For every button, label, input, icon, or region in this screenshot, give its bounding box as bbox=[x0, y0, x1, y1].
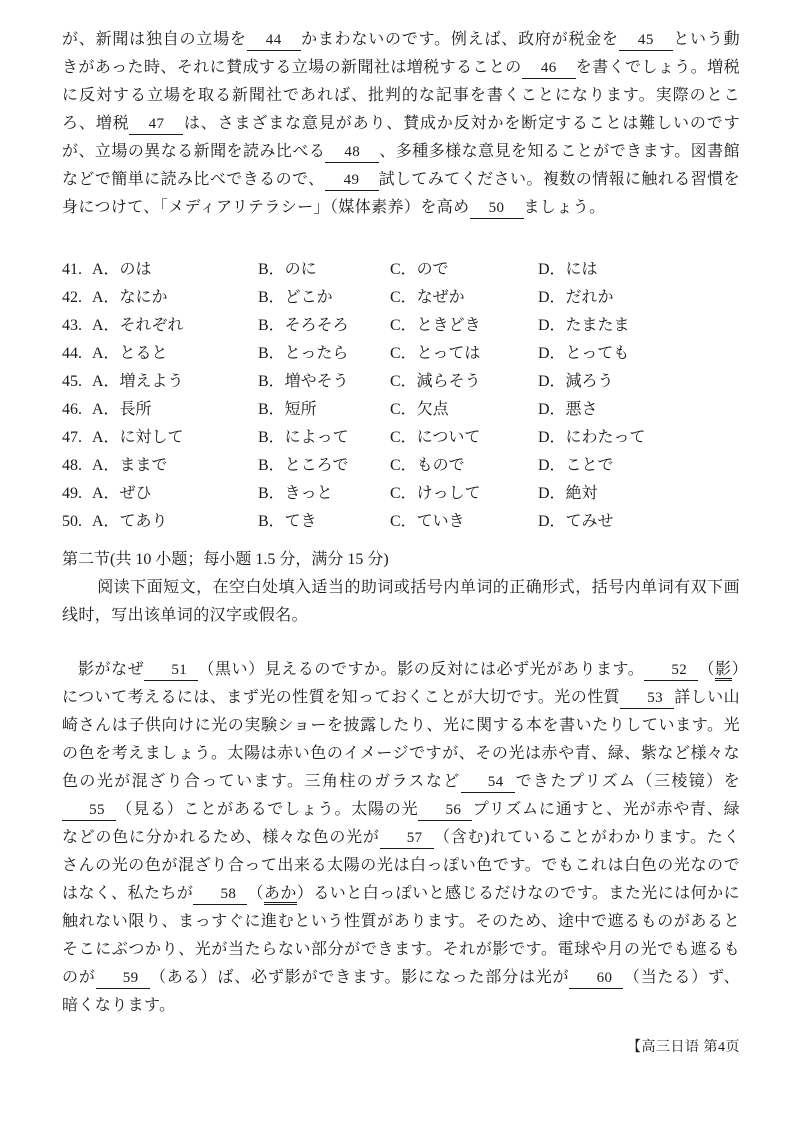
section2-heading: 第二节(共 10 小题；每小题 1.5 分，满分 15 分) bbox=[62, 551, 389, 568]
section2-instructions: 阅读下面短文，在空白处填入适当的助词或括号内单词的正确形式，括号内单词有双下画线时，写出该单词的汉字或假名。 bbox=[62, 579, 740, 624]
question-number: 47. bbox=[62, 429, 82, 446]
option-a: A．のは bbox=[92, 261, 152, 278]
question-row bbox=[62, 480, 740, 508]
option-a: A．増えよう bbox=[92, 373, 184, 390]
blank-54: 54 bbox=[461, 772, 515, 793]
question-number: 49. bbox=[62, 485, 82, 502]
option-b: B．のに bbox=[258, 261, 317, 278]
option-a: A．ぜひ bbox=[92, 485, 152, 502]
option-d: D．には bbox=[538, 261, 598, 278]
blank-48: 48 bbox=[325, 142, 379, 163]
page-footer: 【高三日语 第4页 bbox=[627, 1040, 740, 1055]
question-row bbox=[62, 424, 740, 452]
option-d: D．とっても bbox=[538, 345, 630, 362]
passage-text: かまわないのです。例えば、政府が税金を bbox=[300, 31, 619, 48]
passage-text: できたプリズム（三棱镜）を bbox=[514, 773, 740, 790]
passage-text: （ bbox=[698, 661, 716, 678]
question-number: 42. bbox=[62, 289, 82, 306]
option-c: C．ので bbox=[390, 261, 449, 278]
question-row bbox=[62, 256, 740, 284]
passage-text: （ bbox=[247, 885, 264, 902]
question-row bbox=[62, 508, 740, 536]
option-c: C．について bbox=[390, 429, 481, 446]
option-b: B．とったら bbox=[258, 345, 349, 362]
passage-text: ましょう。 bbox=[523, 199, 606, 216]
passage-text: を書くでしょう。増税に反対する立場を取る新聞社であれば、批判的な記事を書くことになります。実際のところ、増税 bbox=[62, 59, 740, 132]
blank-46: 46 bbox=[522, 58, 576, 79]
blank-55: 55 bbox=[62, 800, 116, 821]
option-a: A．ままで bbox=[92, 457, 168, 474]
option-b: B．によって bbox=[258, 429, 349, 446]
passage-text: （黒い）見えるのですか。影の反対には必ず光があります。 bbox=[198, 661, 645, 678]
option-c: C．欠点 bbox=[390, 401, 449, 418]
option-a: A．とると bbox=[92, 345, 168, 362]
question-row bbox=[62, 284, 740, 312]
option-d: D．減ろう bbox=[538, 373, 614, 390]
option-c: C．減らそう bbox=[390, 373, 481, 390]
option-c: C．ときどき bbox=[390, 317, 481, 334]
blank-56: 56 bbox=[418, 800, 472, 821]
passage-text: 詳しい山崎さんは子供向けに光の実験ショーを披露したり、光に関する本を書いたりしています。光の色を考えましょう。太陽は赤い色のイメージですが、その光は赤や青、緑、紫など様々な色の光が混ざり合っています。三角柱のガラスなど bbox=[62, 689, 740, 790]
question-number: 46. bbox=[62, 401, 82, 418]
double-underlined-word: あか bbox=[264, 885, 297, 905]
option-b: B．ところで bbox=[258, 457, 349, 474]
passage-text: （含む)れていることがわかります。たくさんの光の色が混ざり合って出来る太陽の光は白っぽい色です。でもこれは白色の光なのではなく、私たちが bbox=[62, 829, 740, 902]
question-number: 41. bbox=[62, 261, 82, 278]
passage-text: 、多種多様な意見を知ることができます。図書館などで簡単に読み比べできるので、 bbox=[62, 143, 740, 188]
passage-text: は、さまざまな意見があり、賛成か反対かを断定することは難しいのですが、立場の異なる新聞を読み比べる bbox=[62, 115, 740, 160]
blank-47: 47 bbox=[129, 114, 183, 135]
option-b: B．そろそろ bbox=[258, 317, 349, 334]
option-a: A．てあり bbox=[92, 513, 168, 530]
passage-text: が、新聞は独自の立場を bbox=[62, 31, 247, 48]
questions-41-50-list bbox=[62, 256, 740, 536]
question-number: 44. bbox=[62, 345, 82, 362]
passage1-cloze-paragraph bbox=[62, 26, 740, 222]
question-number: 48. bbox=[62, 457, 82, 474]
option-c: C．けっして bbox=[390, 485, 481, 502]
option-c: C．なぜか bbox=[390, 289, 465, 306]
passage-text: （当たる）ず、暗くなります。 bbox=[62, 969, 740, 1014]
option-a: A．長所 bbox=[92, 401, 152, 418]
option-d: D．てみせ bbox=[538, 513, 614, 530]
option-c: C．もので bbox=[390, 457, 465, 474]
option-d: D．絶対 bbox=[538, 485, 598, 502]
passage-text: 試してみてください。複数の情報に触れる習慣を身につけて、「メディアリテラシー」（媒体素养）を高め bbox=[62, 171, 740, 216]
blank-50: 50 bbox=[470, 198, 524, 219]
blank-45: 45 bbox=[619, 30, 673, 51]
option-c: C．とっては bbox=[390, 345, 481, 362]
option-d: D．たまたま bbox=[538, 317, 630, 334]
question-row bbox=[62, 312, 740, 340]
question-row bbox=[62, 340, 740, 368]
blank-57: 57 bbox=[380, 828, 434, 849]
option-b: B．増やそう bbox=[258, 373, 349, 390]
passage-text: （見る）ことがあるでしょう。太陽の光 bbox=[116, 801, 419, 818]
question-row bbox=[62, 452, 740, 480]
option-a: A．に対して bbox=[92, 429, 184, 446]
blank-60: 60 bbox=[569, 968, 623, 989]
option-d: D．ことで bbox=[538, 457, 614, 474]
passage-text: ）るいと白っぽいと感じるだけなのです。また光には何かに触れない限り、まっすぐに進むという性質があります。そのため、途中で遮るものがあるとそこにぶつかり、光が当たらない部分ができます。それが影です。電球や月の光でも遮るものが bbox=[62, 885, 740, 986]
passage2-cloze-paragraph bbox=[62, 656, 740, 1020]
option-b: B．どこか bbox=[258, 289, 333, 306]
blank-52: 52 bbox=[644, 660, 698, 681]
option-b: B．てき bbox=[258, 513, 317, 530]
question-number: 45. bbox=[62, 373, 82, 390]
double-underlined-word: 影 bbox=[715, 661, 732, 681]
question-row bbox=[62, 368, 740, 396]
option-b: B．短所 bbox=[258, 401, 317, 418]
blank-51: 51 bbox=[144, 660, 198, 681]
passage-text: という動きがあった時、それに賛成する立場の新聞社は増税することの bbox=[62, 31, 740, 76]
blank-44: 44 bbox=[247, 30, 301, 51]
option-d: D．悪さ bbox=[538, 401, 598, 418]
passage-text: ）について考えるには、まず光の性質を知っておくことが大切です。光の性質 bbox=[62, 661, 740, 706]
option-a: A．なにか bbox=[92, 289, 168, 306]
option-b: B．きっと bbox=[258, 485, 333, 502]
question-number: 50. bbox=[62, 513, 82, 530]
question-row bbox=[62, 396, 740, 424]
blank-49: 49 bbox=[325, 170, 379, 191]
passage-text: （ある）ば、必ず影ができます。影になった部分は光が bbox=[149, 969, 570, 986]
passage-text: プリズムに通すと、光が赤や青、緑などの色に分かれるため、様々な色の光が bbox=[62, 801, 740, 846]
blank-58: 58 bbox=[193, 884, 247, 905]
option-d: D．にわたって bbox=[538, 429, 646, 446]
blank-59: 59 bbox=[96, 968, 150, 989]
option-a: A．それぞれ bbox=[92, 317, 184, 334]
option-c: C．ていき bbox=[390, 513, 465, 530]
passage-text: 影がなぜ bbox=[78, 661, 145, 678]
question-number: 43. bbox=[62, 317, 82, 334]
option-d: D．だれか bbox=[538, 289, 614, 306]
blank-53: 53 bbox=[620, 688, 674, 709]
